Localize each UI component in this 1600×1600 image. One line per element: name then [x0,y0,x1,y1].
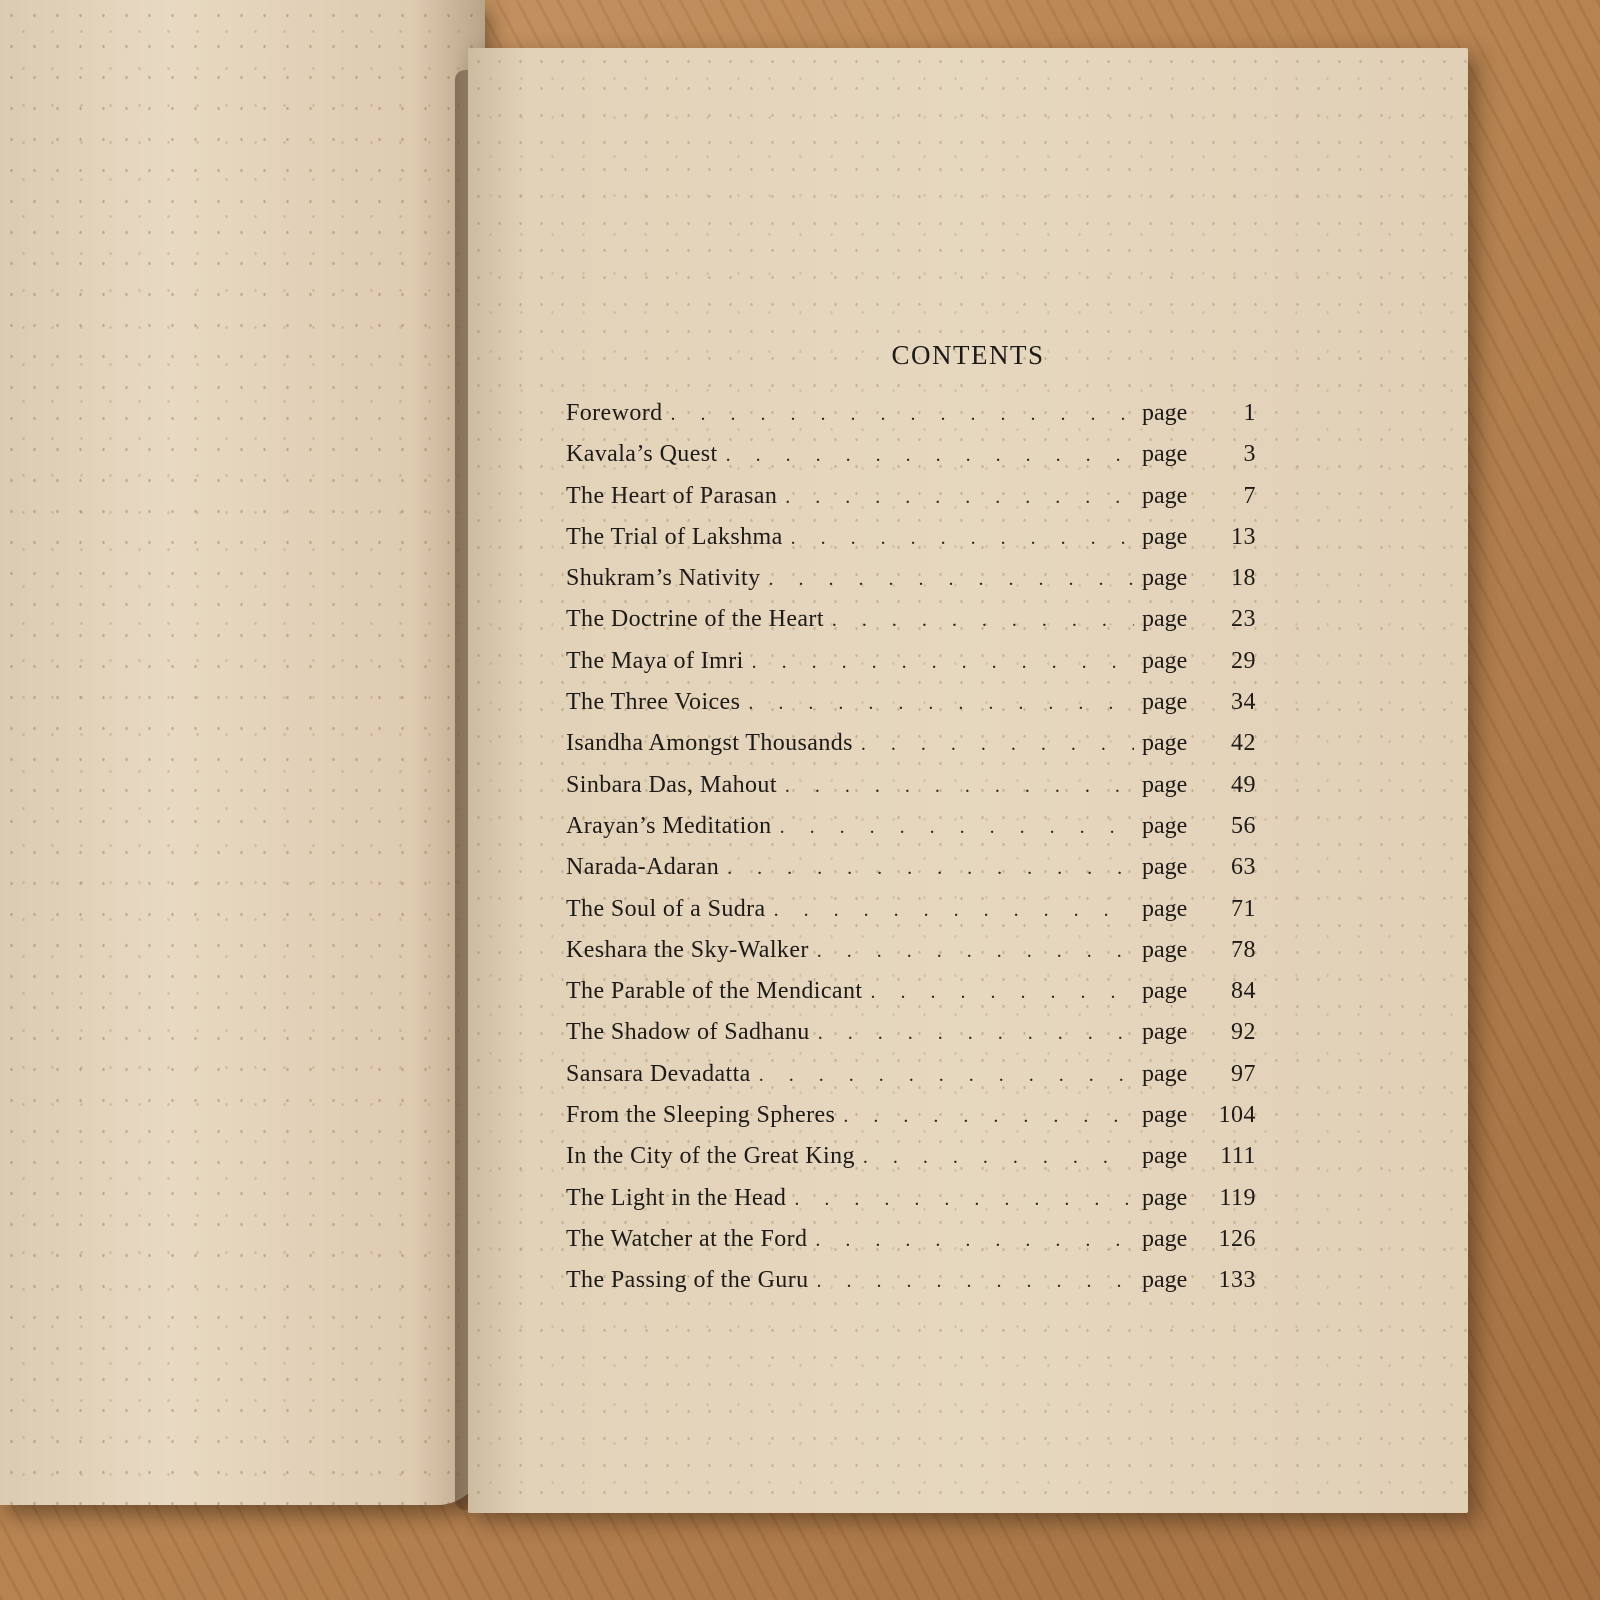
toc-page-number: 49 [1231,771,1256,798]
toc-entry-three-voices [566,689,1256,730]
toc-entry-arayans-meditation [566,813,1256,854]
toc-entry-title: From the Sleeping Spheres [566,1102,836,1129]
toc-page-number: 104 [1218,1102,1256,1129]
toc-dot-leader [818,1022,1134,1045]
toc-entry-trial-of-lakshma [566,524,1256,565]
toc-entry-title: In the City of the Great King [566,1143,855,1170]
toc-dot-leader [791,527,1134,550]
toc-entry-title: The Watcher at the Ford [566,1225,808,1252]
table-of-contents [566,400,1256,1309]
toc-page-label: page [1142,771,1188,798]
toc-page-label: page [1142,1102,1188,1129]
toc-page-label: page [1142,400,1188,426]
toc-page-label: page [1142,441,1188,468]
toc-entry-sansara-devadatta [566,1061,1256,1102]
toc-dot-leader [780,816,1134,839]
toc-dot-leader [870,981,1134,1004]
toc-page-label: page [1142,1143,1188,1170]
toc-page-label: page [1142,1060,1188,1087]
toc-entry-title: The Maya of Imri [566,647,744,674]
toc-page-label: page [1142,1019,1188,1046]
toc-entry-title: Arayan’s Meditation [566,812,772,839]
toc-page-number: 23 [1231,606,1256,633]
toc-dot-leader [726,444,1134,467]
toc-entry-title: Foreword [566,400,663,426]
toc-entry-title: The Three Voices [566,689,741,716]
toc-page-number: 119 [1219,1184,1256,1211]
toc-page-label: page [1142,1267,1188,1294]
toc-page-label: page [1142,936,1188,963]
toc-entry-passing-of-the-guru [566,1267,1256,1308]
toc-dot-leader [727,857,1134,880]
toc-entry-shukrams-nativity [566,565,1256,606]
toc-page-number: 133 [1218,1267,1256,1294]
toc-page-number: 97 [1231,1060,1256,1087]
toc-entry-shadow-of-sadhanu [566,1019,1256,1060]
toc-page-label: page [1142,1184,1188,1211]
toc-entry-title: Keshara the Sky-Walker [566,936,809,963]
toc-entry-maya-of-imri [566,648,1256,689]
contents-page [468,48,1468,1513]
toc-dot-leader [817,1270,1135,1293]
toc-page-number: 18 [1231,565,1256,592]
toc-entry-title: Shukram’s Nativity [566,565,761,592]
toc-entry-from-the-sleeping-spheres [566,1102,1256,1143]
toc-dot-leader [671,403,1134,426]
toc-entry-title: The Doctrine of the Heart [566,606,824,633]
toc-page-label: page [1142,854,1188,881]
toc-entry-title: Isandha Amongst Thousands [566,730,853,757]
toc-dot-leader [752,651,1134,674]
toc-dot-leader [794,1188,1134,1211]
toc-page-label: page [1142,895,1188,922]
toc-page-label: page [1142,812,1188,839]
toc-entry-city-of-the-great-king [566,1143,1256,1184]
toc-entry-title: Sansara Devadatta [566,1060,751,1087]
toc-page-number: 84 [1231,978,1256,1005]
toc-page-number: 126 [1218,1225,1256,1252]
toc-entry-light-in-the-head [566,1185,1256,1226]
toc-page-number: 13 [1231,523,1256,550]
toc-entry-soul-of-a-sudra [566,896,1256,937]
toc-entry-title: Kavala’s Quest [566,441,718,468]
toc-entry-title: The Shadow of Sadhanu [566,1019,810,1046]
toc-page-number: 56 [1231,812,1256,839]
toc-page-number: 34 [1231,689,1256,716]
toc-dot-leader [759,1064,1134,1087]
toc-entry-title: The Passing of the Guru [566,1267,809,1294]
toc-page-label: page [1142,1225,1188,1252]
toc-entry-narada-adaran [566,854,1256,895]
toc-dot-leader [863,1146,1134,1169]
toc-entry-title: The Light in the Head [566,1184,787,1211]
toc-page-number: 92 [1231,1019,1256,1046]
toc-entry-kavalas-quest [566,441,1256,482]
toc-page-number: 7 [1243,482,1256,509]
toc-page-label: page [1142,482,1188,509]
left-book-page [0,0,485,1505]
toc-entry-title: The Parable of the Mendicant [566,978,863,1005]
toc-page-number: 42 [1231,730,1256,757]
toc-dot-leader [748,692,1134,715]
toc-dot-leader [774,899,1134,922]
toc-page-number: 78 [1231,936,1256,963]
toc-entry-title: The Heart of Parasan [566,482,778,509]
toc-dot-leader [843,1105,1134,1128]
toc-entry-keshara-the-sky-walker [566,937,1256,978]
toc-entry-doctrine-of-the-heart [566,606,1256,647]
toc-page-number: 71 [1231,895,1256,922]
toc-page-number: 1 [1243,400,1256,426]
toc-dot-leader [785,486,1134,509]
toc-dot-leader [817,940,1134,963]
toc-entry-parable-of-the-mendicant [566,978,1256,1019]
toc-page-label: page [1142,565,1188,592]
toc-page-number: 111 [1220,1143,1256,1170]
toc-entry-watcher-at-the-ford [566,1226,1256,1267]
contents-heading: CONTENTS [891,340,1045,370]
toc-entry-heart-of-parasan [566,483,1256,524]
toc-entry-title: Narada-Adaran [566,854,720,881]
toc-dot-leader [832,609,1134,632]
toc-dot-leader [815,1229,1134,1252]
toc-dot-leader [861,733,1134,756]
toc-page-number: 29 [1231,647,1256,674]
toc-page-number: 3 [1243,441,1256,468]
toc-page-number: 63 [1231,854,1256,881]
toc-entry-isandha-amongst-thousands [566,730,1256,771]
toc-page-label: page [1142,647,1188,674]
toc-entry-foreword [566,400,1256,441]
toc-page-label: page [1142,606,1188,633]
toc-dot-leader [785,775,1134,798]
toc-page-label: page [1142,978,1188,1005]
toc-entry-title: The Soul of a Sudra [566,895,766,922]
toc-page-label: page [1142,689,1188,716]
toc-entry-title: Sinbara Das, Mahout [566,771,777,798]
toc-entry-title: The Trial of Lakshma [566,523,783,550]
toc-page-label: page [1142,730,1188,757]
toc-entry-sinbara-das-mahout [566,772,1256,813]
toc-page-label: page [1142,523,1188,550]
toc-dot-leader [769,568,1134,591]
